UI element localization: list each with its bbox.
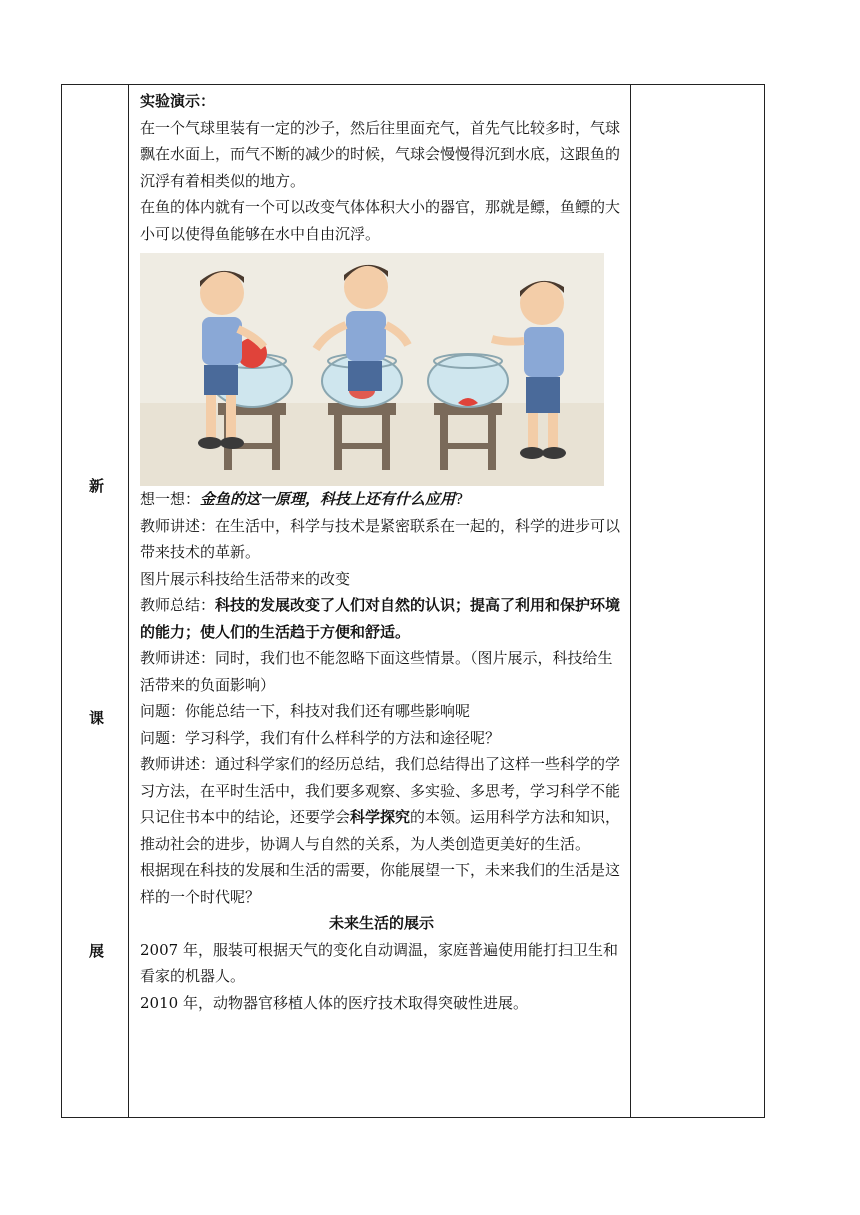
- stage-label-xin: 新: [89, 477, 105, 495]
- question-2: 问题：学习科学，我们有什么样科学的方法和途径呢？: [140, 728, 501, 747]
- question-1: 问题：你能总结一下，科技对我们还有哪些影响呢: [140, 702, 471, 720]
- picture-display-1: 图片展示科技给生活带来的改变: [140, 569, 351, 588]
- think-prefix: 想一想：: [140, 490, 201, 508]
- think-question: 金鱼的这一原理，科技上还有什么应用: [200, 490, 456, 508]
- teacher-talk-2: 教师讲述：同时，我们也不能忽略下面这些情景。（图片展示，科技给生活带来的负面影响）: [140, 649, 613, 694]
- summary-prefix: 教师总结：: [140, 596, 216, 614]
- illustration-drawing: [140, 253, 604, 486]
- teacher-summary: [140, 592, 623, 645]
- stage-column: [62, 85, 129, 1118]
- teacher-talk-3-a: 教师讲述：通过科学家们的经历总结，我们总结得出了这样一些科学的学习方法，在平时生活中，我们要多观察、多实验、多思考，学习科学不能只记住书本中的结论，还要学会: [140, 755, 621, 826]
- think-line: [140, 486, 623, 513]
- lesson-plan-table: [61, 84, 765, 1118]
- science-inquiry: 科学探究: [350, 808, 411, 826]
- experiment-heading: 实验演示：: [140, 92, 216, 110]
- teacher-talk-3-b: 的本领。运用科学方法和知识，推动社会的进步，协调人与自然的关系，为人类创造更美好的生活。: [140, 808, 621, 853]
- content-column: [129, 85, 631, 1118]
- experiment-paragraph: 在一个气球里装有一定的沙子，然后往里面充气，首先气比较多时，气球飘在水面上，而气不断的减少的时候，气球会慢慢得沉到水底，这跟鱼的沉浮有着相类似的地方。: [140, 118, 621, 190]
- think-suffix: ?: [455, 490, 464, 508]
- teacher-talk-3: [140, 751, 623, 857]
- future-2010: 2010 年，动物器官移植人体的医疗技术取得突破性进展。: [140, 993, 528, 1012]
- future-life-title: 未来生活的展示: [328, 914, 434, 932]
- stage-label-zhan: 展: [89, 942, 105, 960]
- summary-bold: 科技的发展改变了人们对自然的认识；提高了利用和保护环境的能力；使人们的生活趋于方便和舒适。: [140, 596, 621, 641]
- stage-label-ke: 课: [89, 709, 105, 727]
- outlook-paragraph: 根据现在科技的发展和生活的需要，你能展望一下，未来我们的生活是这样的一个时代呢？: [140, 861, 621, 906]
- fishbowl-illustration: [140, 253, 604, 486]
- notes-column: [631, 85, 765, 1118]
- teacher-talk-1: 教师讲述：在生活中，科学与技术是紧密联系在一起的，科学的进步可以带来技术的革新。: [140, 516, 621, 561]
- swim-bladder-paragraph: 在鱼的体内就有一个可以改变气体体积大小的器官，那就是鳔，鱼鳔的大小可以使得鱼能够在水中自由沉浮。: [140, 198, 621, 243]
- future-2007: 2007 年，服装可根据天气的变化自动调温，家庭普遍使用能打扫卫生和看家的机器人。: [140, 940, 618, 985]
